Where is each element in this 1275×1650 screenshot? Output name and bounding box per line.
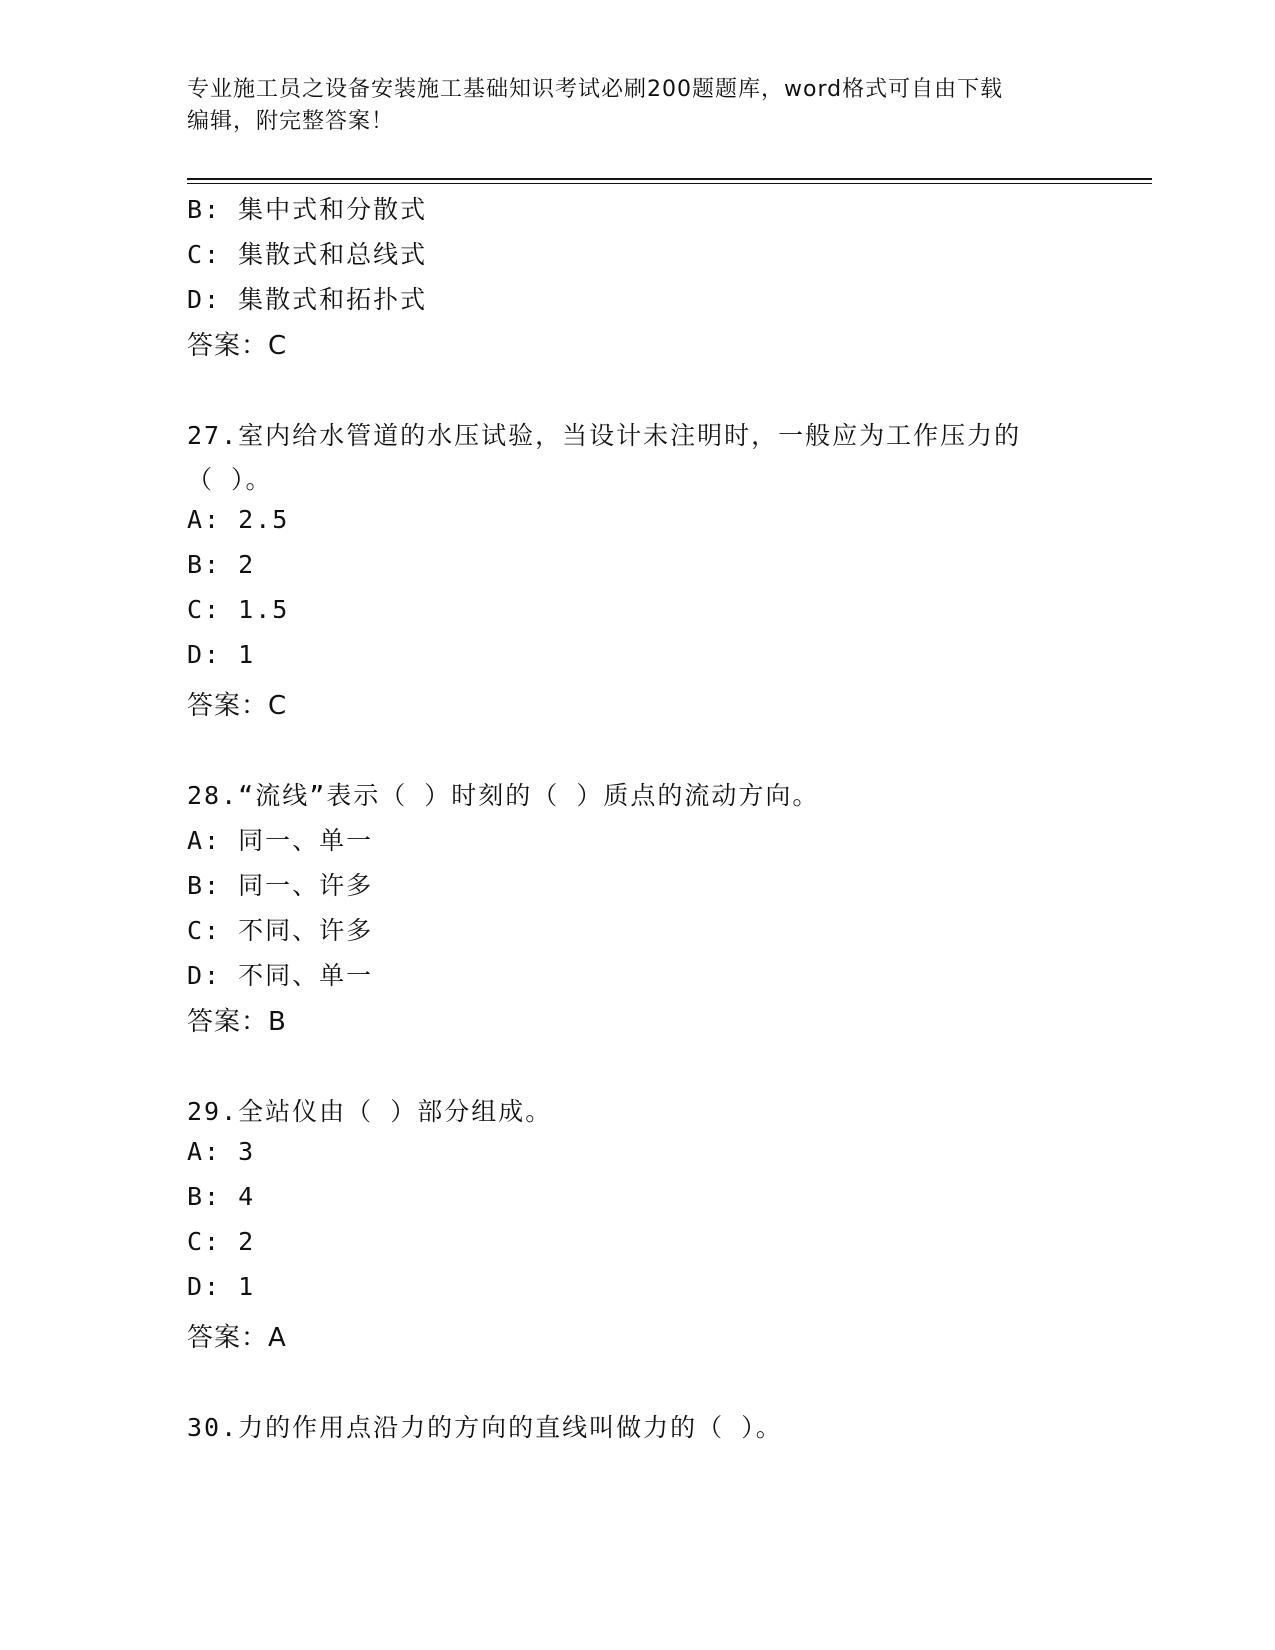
question-30-stem: 30.力的作用点沿力的方向的直线叫做力的（ ）。 (187, 1413, 783, 1442)
question-27-option-a: A: 2.5 (187, 505, 290, 534)
question-29-option-b: B: 4 (187, 1182, 256, 1211)
question-27-answer: 答案：C (187, 691, 288, 721)
option-c: C: 集散式和总线式 (187, 240, 428, 269)
header-title-line-1: 专业施工员之设备安装施工基础知识考试必刷200题题库，word格式可自由下载 (187, 77, 1004, 102)
question-27-option-c: C: 1.5 (187, 595, 290, 624)
option-d: D: 集散式和拓扑式 (187, 285, 428, 314)
question-29-option-d: D: 1 (187, 1272, 256, 1301)
question-29-option-c: C: 2 (187, 1227, 256, 1256)
question-28-answer: 答案：B (187, 1007, 287, 1037)
header-divider-thin (187, 183, 1152, 184)
question-29-answer: 答案：A (187, 1323, 287, 1353)
question-29-stem: 29.全站仪由（ ）部分组成。 (187, 1097, 553, 1126)
question-28-option-b: B: 同一、许多 (187, 871, 374, 900)
question-28-option-c: C: 不同、许多 (187, 916, 374, 945)
document-header (187, 74, 1067, 138)
question-28-option-a: A: 同一、单一 (187, 826, 374, 855)
header-title-line-2: 编辑，附完整答案！ (187, 109, 395, 134)
header-divider-thick (187, 178, 1152, 180)
question-27-option-d: D: 1 (187, 640, 256, 669)
question-27-stem: 27.室内给水管道的水压试验，当设计未注明时，一般应为工作压力的 (187, 421, 1022, 450)
question-28-option-d: D: 不同、单一 (187, 961, 374, 990)
answer-line: 答案：C (187, 331, 288, 361)
question-27-stem-cont: （ ）。 (187, 465, 273, 494)
question-28-stem: 28.“流线”表示（ ）时刻的（ ）质点的流动方向。 (187, 781, 820, 810)
option-b: B: 集中式和分散式 (187, 195, 428, 224)
question-27-option-b: B: 2 (187, 550, 256, 579)
question-29-option-a: A: 3 (187, 1137, 256, 1166)
